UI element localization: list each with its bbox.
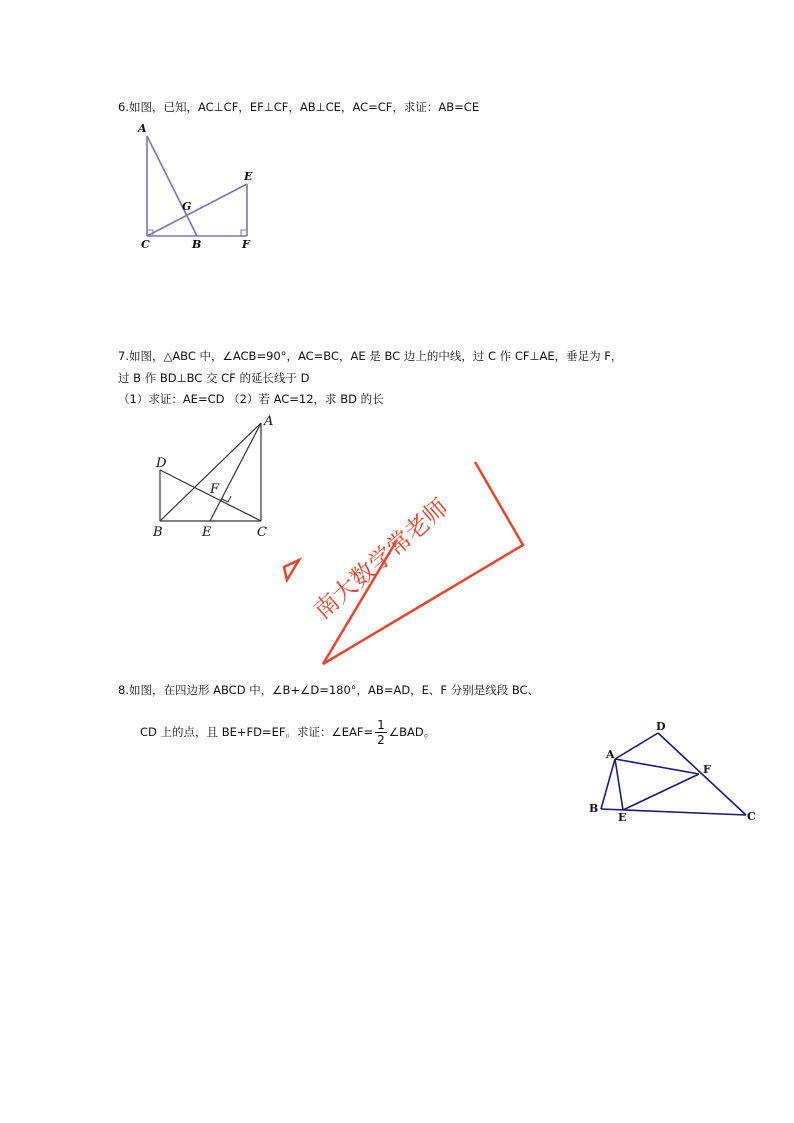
q7-segment-ae <box>210 423 261 521</box>
q7-line-1: 7.如图，△ABC 中，∠ACB=90°，AC=BC，AE 是 BC 边上的中线，过 C 作 CF⊥AE，垂足为 F， <box>118 349 623 363</box>
q8-line-2 <box>140 716 435 748</box>
q7-line-3: （1）求证：AE=CD （2）若 AC=12，求 BD 的长 <box>118 392 384 406</box>
q7-label-e: E <box>202 525 212 540</box>
q8-label-f: F <box>703 763 711 776</box>
q8-fraction-numerator: 1 <box>377 718 385 732</box>
q8-segment-ae <box>615 759 623 810</box>
q7-label-d: D <box>156 456 167 471</box>
q8-segment-ef <box>623 774 699 810</box>
q8-label-d: D <box>656 720 666 733</box>
q7-label-b: B <box>153 525 163 540</box>
q6-segment-ab <box>147 136 197 236</box>
q8-segment-af <box>615 759 699 774</box>
q7-label-c: C <box>257 525 267 540</box>
q8-segment-ab <box>601 759 615 809</box>
q8-segment-da <box>615 733 658 759</box>
watermark-arrow-outline <box>323 462 523 664</box>
q6-label-g: G <box>182 200 192 213</box>
q7-line-2: 过 B 作 BD⊥BC 交 CF 的延长线于 D <box>118 371 310 385</box>
q6-right-angle-f <box>241 230 247 236</box>
q8-label-e: E <box>618 811 627 824</box>
q8-line-1: 8.如图，在四边形 ABCD 中，∠B+∠D=180°，AB=AD，E、F 分别是线段 BC、 <box>118 683 540 697</box>
watermark-text: 南大数学常老师 <box>308 493 454 625</box>
q8-fraction <box>375 718 387 747</box>
q8-label-c: C <box>747 810 756 823</box>
q6-label-a: A <box>138 122 147 135</box>
q7-label-f: F <box>210 482 220 497</box>
watermark <box>275 450 535 675</box>
q6-segment-ce <box>147 184 247 236</box>
q8-figure <box>585 715 765 830</box>
q6-figure <box>130 116 270 256</box>
q7-label-a: A <box>264 414 274 429</box>
q8-fraction-denominator: 2 <box>377 733 385 747</box>
q8-line-2-end: ∠BAD。 <box>388 725 436 739</box>
q7-segment-ab <box>160 423 261 521</box>
q7-right-angle-f <box>222 496 231 502</box>
q8-label-b: B <box>589 802 599 815</box>
q6-label-b: B <box>192 238 202 251</box>
q8-label-a: A <box>606 748 615 761</box>
q7-figure <box>148 410 288 545</box>
q6-label-e: E <box>244 170 253 183</box>
q6-text: 6.如图，已知，AC⊥CF，EF⊥CF，AB⊥CE，AC=CF，求证：AB=CE <box>118 100 480 114</box>
q6-label-c: C <box>141 238 150 251</box>
watermark-arrow-tip <box>284 560 299 580</box>
q6-label-f: F <box>242 238 250 251</box>
q8-segment-cd <box>658 733 746 815</box>
q8-line-2-text: CD 上的点，且 BE+FD=EF。求证：∠EAF= <box>140 725 374 739</box>
